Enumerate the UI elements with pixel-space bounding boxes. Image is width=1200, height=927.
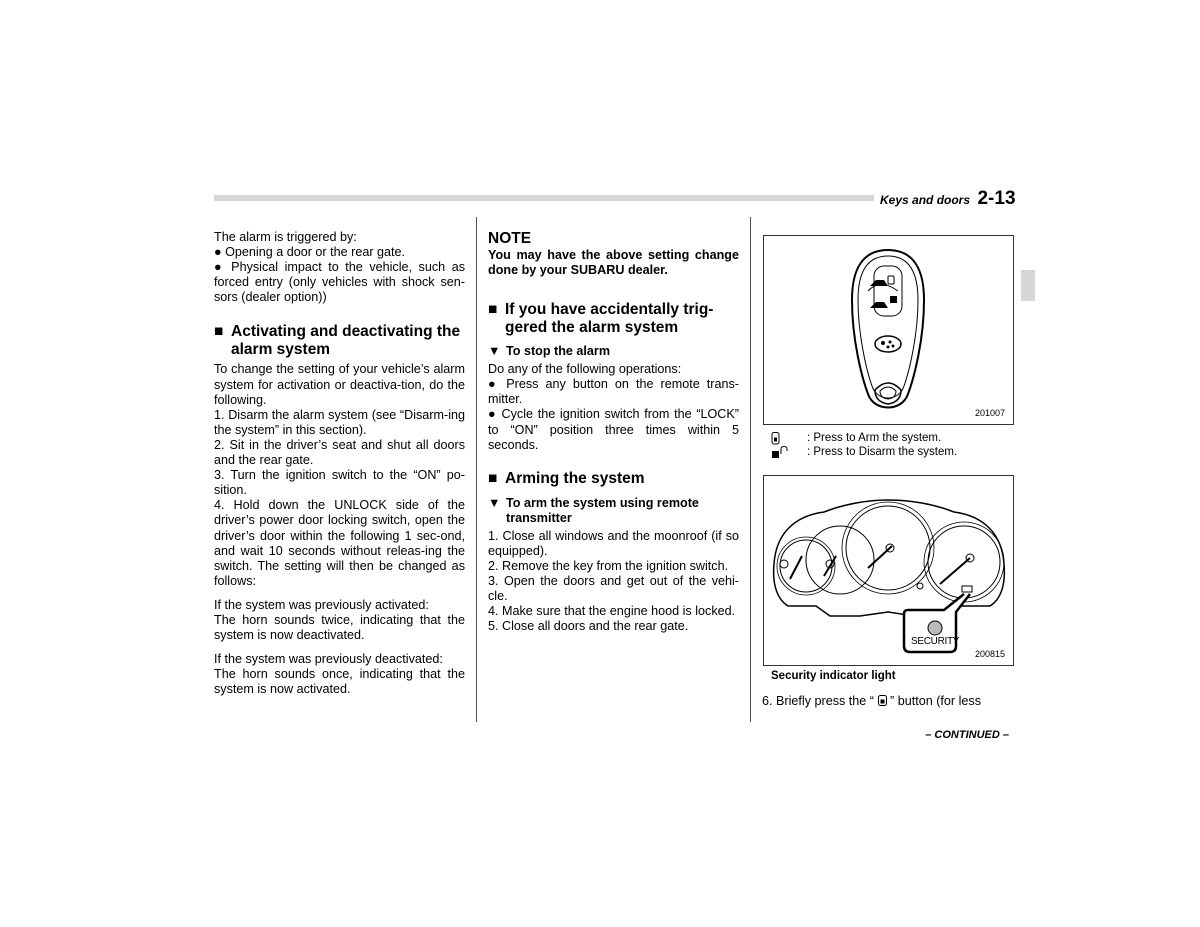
- lock-icon: [878, 695, 887, 706]
- legend-arm-text: : Press to Arm the system.: [807, 432, 942, 444]
- subheading-arm-text: To arm the system using remote transmitter: [506, 495, 699, 525]
- subheading-stop-text: To stop the alarm: [506, 344, 611, 359]
- figure-code: 200815: [974, 649, 1005, 659]
- heading-accidental: [488, 301, 739, 337]
- figure-code: 201007: [974, 408, 1005, 418]
- section-title: Keys and doors: [880, 193, 971, 207]
- stop-item-ignition: ● Cycle the ignition switch from the “LOCK” to “ON” position three times within 5 seconds.: [488, 407, 739, 452]
- legend-arm: [771, 431, 1011, 445]
- activation-step-3: 3. Turn the ignition switch to the “ON” po-sition.: [214, 468, 465, 498]
- heading-activating: [214, 323, 465, 359]
- square-bullet-icon: ■: [488, 469, 498, 487]
- heading-activating-text: Activating and deactivating the alarm system: [231, 323, 461, 359]
- legend-disarm: [771, 445, 1011, 459]
- column-divider-2: [750, 217, 751, 722]
- legend-disarm-text: : Press to Disarm the system.: [807, 446, 958, 458]
- note-body: You may have the above setting change done by your SUBARU dealer.: [488, 248, 739, 278]
- subheading-arm: [488, 496, 739, 526]
- step-6-text-start: 6. Briefly press the “: [762, 694, 874, 708]
- triangle-bullet-icon: ▼: [488, 344, 501, 359]
- page-number: 2-13: [977, 188, 1016, 209]
- trigger-item-door: ● Opening a door or the rear gate.: [214, 245, 406, 260]
- security-indicator-label: SECURITY: [911, 636, 960, 647]
- note-title: NOTE: [488, 230, 532, 247]
- heading-accidental-text: If you have accidentally trig-gered the alarm system: [505, 301, 714, 337]
- activation-step-4: 4. Hold down the UNLOCK side of the driver’s power door locking switch, open the driver’s door within the following 1 sec-ond, and wait 10 seconds without releas-ing the switch. The setting will then be changed as follows:: [214, 498, 465, 588]
- trigger-intro: The alarm is triggered by:: [214, 230, 357, 244]
- arm-step-2: 2. Remove the key from the ignition switch.: [488, 558, 729, 573]
- running-header: [880, 188, 1015, 210]
- heading-arming-text: Arming the system: [505, 469, 645, 487]
- step-6-text-end: ” button (for less: [890, 694, 981, 708]
- activation-step-2: 2. Sit in the driver’s seat and shut all doors and the rear gate.: [214, 437, 465, 468]
- remote-transmitter-illustration: [764, 236, 1013, 424]
- step-6: [762, 694, 1013, 709]
- activation-intro: To change the setting of your vehicle’s alarm system for activation or deactiva-tion, do the following.: [214, 362, 465, 407]
- arm-step-1: 1. Close all windows and the moonroof (if so equipped).: [488, 528, 739, 558]
- subheading-stop: [488, 344, 739, 359]
- header-rule: [214, 195, 874, 201]
- instrument-cluster-illustration: [764, 476, 1013, 665]
- if-activated-label: If the system was previously activated:: [214, 597, 429, 612]
- unlock-icon: [771, 446, 791, 459]
- arm-step-5: 5. Close all doors and the rear gate.: [488, 619, 689, 634]
- column-1: [214, 230, 465, 697]
- arm-step-4: 4. Make sure that the engine hood is locked.: [488, 604, 736, 619]
- trigger-item-impact: ● Physical impact to the vehicle, such as forced entry (only vehicles with shock sen-sors (dealer option)): [214, 260, 465, 305]
- stop-item-button: ● Press any button on the remote trans-mitter.: [488, 377, 739, 407]
- square-bullet-icon: ■: [488, 301, 498, 319]
- heading-arming: [488, 470, 739, 488]
- activation-step-1: 1. Disarm the alarm system (see “Disarm-ing the system” in this section).: [214, 407, 465, 437]
- figure-caption: Security indicator light: [771, 670, 896, 682]
- column-2: [488, 230, 739, 634]
- continued-marker: – CONTINUED –: [925, 729, 1009, 741]
- lock-icon: [771, 432, 785, 445]
- chapter-tab: [1021, 270, 1035, 301]
- triangle-bullet-icon: ▼: [488, 495, 501, 510]
- stop-intro: Do any of the following operations:: [488, 362, 682, 377]
- figure-remote-transmitter: [763, 235, 1014, 425]
- if-deactivated-result: The horn sounds once, indicating that the system is now activated.: [214, 667, 465, 697]
- if-activated-result: The horn sounds twice, indicating that the system is now deactivated.: [214, 612, 465, 643]
- figure-instrument-cluster: [763, 475, 1014, 666]
- square-bullet-icon: ■: [214, 323, 224, 341]
- if-deactivated-label: If the system was previously deactivated:: [214, 652, 443, 667]
- remote-legend: [771, 431, 1011, 459]
- column-divider-1: [476, 217, 477, 722]
- arm-step-3: 3. Open the doors and get out of the vehi-cle.: [488, 574, 739, 604]
